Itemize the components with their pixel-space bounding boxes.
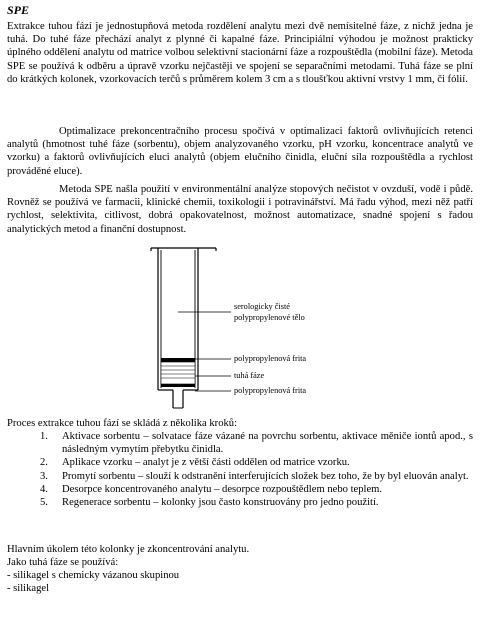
- list-item: [7, 470, 473, 483]
- steps-intro: Proces extrakce tuhou fází se skládá z několika kroků:: [7, 418, 238, 429]
- paragraph-optimization: Optimalizace prekoncentračního procesu spočívá v optimalizaci faktorů ovlivňujících retenci analytů (hmotnost tuhé fáze (sorbentu), objem analyzovaného vzorku, pH vzorku, koncentrace analytů ve vzorku) a faktorů ovlivňujících eluci analytů (objem elučního činidla, eluční síla rozpouštědla a rychlost prováděné eluce).: [7, 126, 473, 177]
- step-number: 1.: [40, 431, 48, 442]
- step-number: 5.: [40, 497, 48, 509]
- closing-line-1: Hlavním úkolem této kolonky je zkoncentrování analytu.: [7, 544, 250, 555]
- step-number: 2.: [40, 457, 48, 469]
- list-item: [7, 430, 473, 456]
- step-number: 4.: [40, 483, 48, 495]
- list-item: [7, 456, 473, 469]
- solid-phase: [161, 362, 195, 384]
- label-frit-bottom: polypropylenová frita: [234, 386, 307, 395]
- list-item: [7, 483, 473, 496]
- closing-line-3: - silikagel s chemicky vázanou skupinou: [7, 570, 180, 581]
- paragraph-applications: Metoda SPE našla použití v environmentální analýze stopových nečistot v ovzduší, vodě i půdě. Rovněž se používá ve farmacii, klinické chemii, toxikologii i potravinářství. Má řadu výhod, mezi něž patří rychlost, selektivita, citlivost, dobrá opakovatelnost, možnost automatizace, snadné spojení s řadou analytických metod a finanční dostupnost.: [7, 184, 473, 235]
- label-solid-phase: tuhá fáze: [234, 371, 265, 380]
- label-body-line2: polypropylenové tělo: [234, 313, 305, 322]
- closing-line-2: Jako tuhá fáze se používá:: [7, 557, 119, 568]
- paragraph-intro: Extrakce tuhou fází je jednostupňová metoda rozdělení analytu mezi dvě nemísitelné fáze, z nichž jedna je tuhá. Do tuhé fáze přechází analyt z plynné či kapalné fáze. Principiální výhodou je možnost prakticky úplného oddělení analytu od matrice volbou selektivní stacionární fáze a rozpouštědla (mobilní fáze). Metoda SPE se používá k odběru a úpravě vzorku nejčastěji ve spojení se separačními metodami. Tuhá fáze se plní do krátkých kolonek, vzorkovacích terčů s průměrem kolem 3 cm a s tloušťkou aktivní vrstvy 1 mm, či fólií.: [7, 21, 473, 85]
- step-text: Regenerace sorbentu – kolonky jsou často konstruovány pro jedno použití.: [62, 497, 379, 509]
- spe-column-diagram: [148, 240, 348, 415]
- steps-list: [7, 430, 473, 509]
- step-text: Desorpce koncentrovaného analytu – desorpce rozpouštědlem nebo teplem.: [62, 483, 383, 495]
- frit-top: [161, 358, 195, 362]
- label-frit-top: polypropylenová frita: [234, 354, 307, 363]
- closing-line-4: - silikagel: [7, 583, 50, 594]
- step-text: Promytí sorbentu – slouží k odstranění interferujících složek bez toho, že by byl eluován analyt.: [62, 470, 469, 482]
- step-number: 3.: [40, 470, 48, 482]
- section-heading: SPE: [7, 3, 30, 17]
- frit-bottom: [161, 384, 195, 387]
- label-body-line1: serologicky čisté: [234, 302, 290, 311]
- step-text: Aktivace sorbentu – solvatace fáze vázané na povrchu sorbentu, aktivace měniče iontů apod., s následným vymytím přebytku činidla.: [62, 431, 473, 456]
- list-item: [7, 496, 473, 509]
- step-text: Aplikace vzorku – analyt je z větší části oddělen od matrice vzorku.: [62, 457, 350, 469]
